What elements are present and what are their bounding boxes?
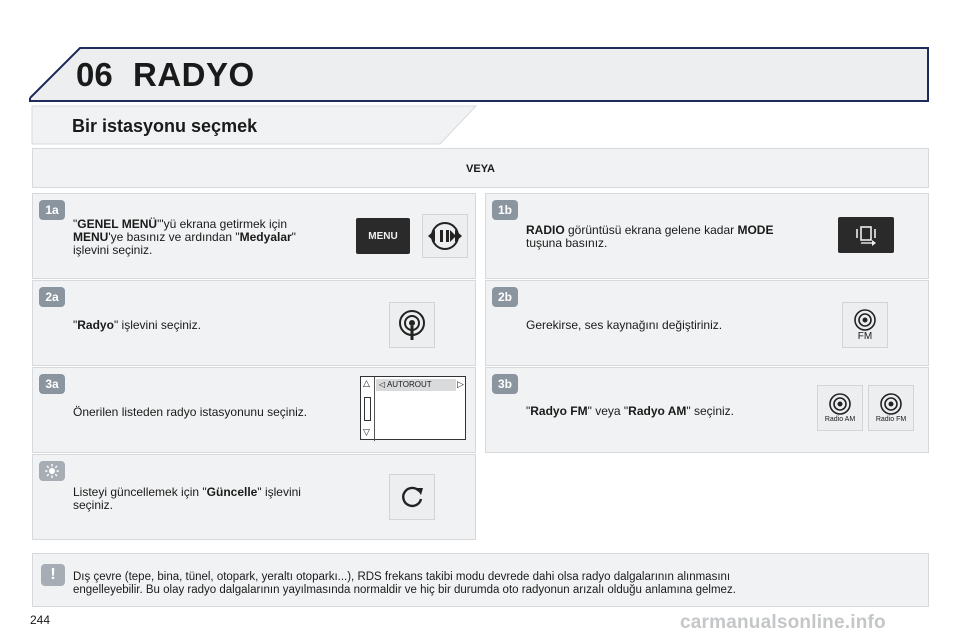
speaker-icon: ◁ [379, 380, 386, 389]
autorout-label: AUTOROUT [386, 380, 432, 389]
tip-row [32, 454, 476, 540]
mode-button[interactable] [838, 217, 894, 253]
am-antenna-icon [828, 393, 852, 415]
step-3b-text [526, 405, 734, 418]
s1a-b2: MENU [73, 230, 109, 244]
chapter-number: 06 [76, 56, 113, 93]
scroll-thumb[interactable] [364, 397, 371, 421]
refresh-tile[interactable] [389, 474, 435, 520]
tip-text [73, 486, 333, 512]
warning-line1: Dış çevre (tepe, bina, tünel, otopark, yeraltı otoparkı...), RDS frekans takibi modu devrede dahi olsa radyo dalgalarının alınmasını [73, 571, 731, 583]
s3b-t2: " veya " [587, 404, 629, 418]
play-pause-knob-tile[interactable] [422, 214, 468, 258]
step-badge-2b: 2b [492, 287, 518, 307]
warning-line2: engelleyebilir. Bu olay radyo dalgalarının yayılmasında normaldir ve hiç bir durumda oto radyonun arızalı olduğu anlamına gelmez. [73, 584, 736, 596]
step-1b-text [526, 224, 816, 250]
veya-bar [32, 148, 929, 188]
s3b-t3: " seçiniz. [686, 404, 734, 418]
s2a-t2: " işlevini seçiniz. [113, 318, 201, 332]
list-scrollbar[interactable] [361, 377, 375, 441]
light-bulb-icon [39, 461, 65, 481]
radio-fm-label: Radio FM [875, 415, 907, 423]
fm-tile[interactable] [842, 302, 888, 348]
station-list-screen [360, 376, 466, 440]
s1b-t1: görüntüsü ekrana gelene kadar [564, 223, 738, 237]
refresh-icon [397, 482, 427, 512]
step-badge-2a: 2a [39, 287, 65, 307]
page-number: 244 [30, 613, 51, 627]
tip-t3: seçiniz. [73, 498, 114, 512]
chapter-header [0, 0, 960, 110]
s3b-b1: Radyo FM [530, 404, 588, 418]
step-2a-row [32, 280, 476, 366]
fm-label: FM [857, 330, 873, 342]
radio-fm-tile[interactable] [868, 385, 914, 431]
warning-box [32, 553, 929, 607]
s1a-t5: işlevini seçiniz. [73, 243, 153, 257]
s3b-b2: Radyo AM [628, 404, 687, 418]
step-badge-3a: 3a [39, 374, 65, 394]
autorout-row[interactable] [376, 379, 456, 391]
fm-antenna-icon [853, 309, 877, 331]
warning-text [73, 571, 913, 597]
tip-t2: " işlevini [257, 485, 301, 499]
watermark: carmanualsonline.info [680, 612, 886, 633]
exclamation-icon: ! [41, 564, 65, 586]
s1a-t4: " [291, 230, 296, 244]
fm-antenna-icon [879, 393, 903, 415]
s2a-b1: Radyo [77, 318, 114, 332]
step-badge-3b: 3b [492, 374, 518, 394]
step-2b-row [485, 280, 929, 366]
step-1a-row [32, 193, 476, 279]
tip-t1: Listeyi güncellemek için " [73, 485, 207, 499]
s1b-t2: tuşuna basınız. [526, 236, 608, 250]
s1a-b1: GENEL MENÜ [77, 217, 158, 231]
s1a-b3: Medyalar [239, 230, 292, 244]
scroll-up-icon[interactable]: △ [363, 378, 370, 388]
step-badge-1b: 1b [492, 200, 518, 220]
scroll-down-icon[interactable]: ▽ [363, 427, 370, 437]
step-2a-text [73, 319, 201, 332]
radio-wave-icon [395, 308, 429, 342]
step-1b-row [485, 193, 929, 279]
step-1a-text [73, 218, 333, 257]
menu-button[interactable]: MENU [356, 218, 410, 254]
tip-b1: Güncelle [206, 485, 258, 499]
play-pause-knob-icon [425, 218, 465, 254]
radio-tile[interactable] [389, 302, 435, 348]
step-3a-text: Önerilen listeden radyo istasyonunu seçiniz. [73, 405, 308, 419]
s1a-t3: 'ye basınız ve ardından " [108, 230, 240, 244]
radio-am-tile[interactable] [817, 385, 863, 431]
s1a-t1: " [73, 217, 78, 231]
s1a-t2: "'yü ekrana getirmek için [157, 217, 287, 231]
s3b-t1: " [526, 404, 531, 418]
s1b-b2: MODE [737, 223, 774, 237]
section-title: Bir istasyonu seçmek [72, 116, 258, 136]
row-arrow-icon[interactable]: ▷ [457, 379, 464, 389]
step-badge-1a: 1a [39, 200, 65, 220]
mode-icon [852, 224, 880, 246]
s1b-b1: RADIO [526, 223, 565, 237]
s2a-t1: " [73, 318, 78, 332]
step-2b-text: Gerekirse, ses kaynağını değiştiriniz. [526, 318, 723, 332]
step-3a-row [32, 367, 476, 453]
radio-am-label: Radio AM [824, 415, 856, 423]
chapter-title: RADYO [133, 56, 255, 93]
veya-label: VEYA [466, 163, 495, 175]
step-3b-row [485, 367, 929, 453]
